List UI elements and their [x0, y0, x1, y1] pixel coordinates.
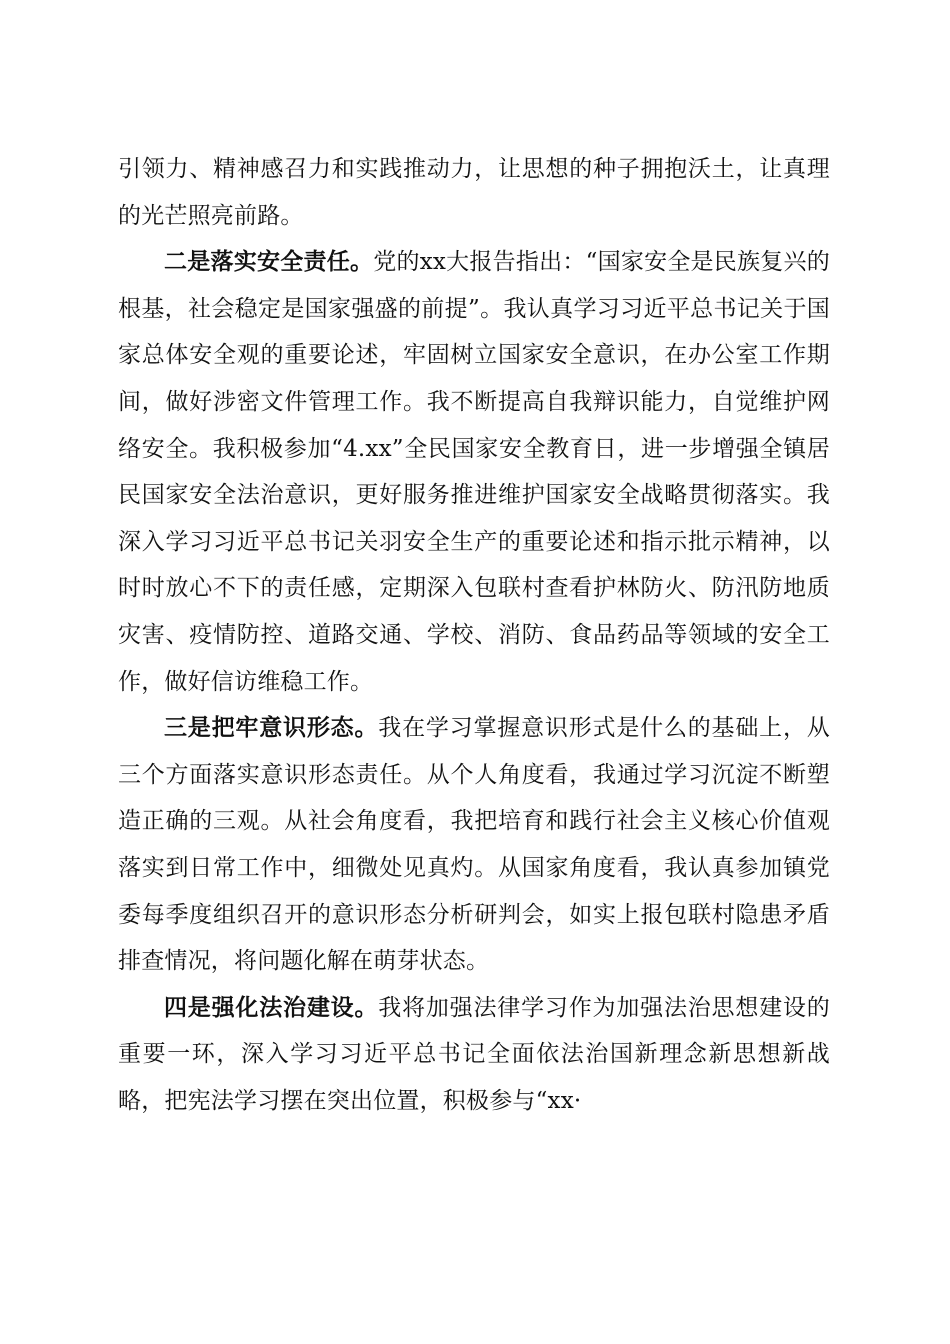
- paragraph-body: 引领力、精神感召力和实践推动力，让思想的种子拥抱沃土，让真理的光芒照亮前路。: [118, 156, 830, 229]
- paragraph-rule-of-law: [118, 985, 830, 1125]
- paragraph-body: 党的xx大报告指出：“国家安全是民族复兴的根基，社会稳定是国家强盛的前提”。我认真学习习近平总书记关于国家总体安全观的重要论述，牢固树立国家安全意识，在办公室工作期间，做好涉密文件管理工作。我不断提高自我辩识能力，自觉维护网络安全。我积极参加“4.xx”全民国家安全教育日，进一步增强全镇居民国家安全法治意识，更好服务推进维护国家安全战略贯彻落实。我深入学习习近平总书记关羽安全生产的重要论述和指示批示精神，以时时放心不下的责任感，定期深入包联村查看护林防火、防汛防地质灾害、疫情防控、道路交通、学校、消防、食品药品等领域的安全工作，做好信访维稳工作。: [118, 249, 830, 695]
- paragraph-lead: 三是把牢意识形态。: [164, 714, 379, 742]
- paragraph-safety-responsibility: [118, 239, 830, 705]
- paragraph-lead: 四是强化法治建设。: [164, 993, 379, 1021]
- paragraph-lead: 二是落实安全责任。: [164, 248, 374, 276]
- paragraph-ideology: [118, 705, 830, 985]
- document-body: [118, 146, 830, 1124]
- paragraph-body: 我将加强法律学习作为加强法治思想建设的重要一环，深入学习习近平总书记全面依法治国新理念新思想新战略，把宪法学习摆在突出位置，积极参与“xx·: [118, 994, 830, 1114]
- paragraph-continuation: [118, 146, 830, 239]
- paragraph-body: 我在学习掌握意识形式是什么的基础上，从三个方面落实意识形态责任。从个人角度看，我通过学习沉淀不断塑造正确的三观。从社会角度看，我把培育和践行社会主义核心价值观落实到日常工作中，细微处见真灼。从国家角度看，我认真参加镇党委每季度组织召开的意识形态分析研判会，如实上报包联村隐患矛盾排查情况，将问题化解在萌芽状态。: [118, 715, 830, 975]
